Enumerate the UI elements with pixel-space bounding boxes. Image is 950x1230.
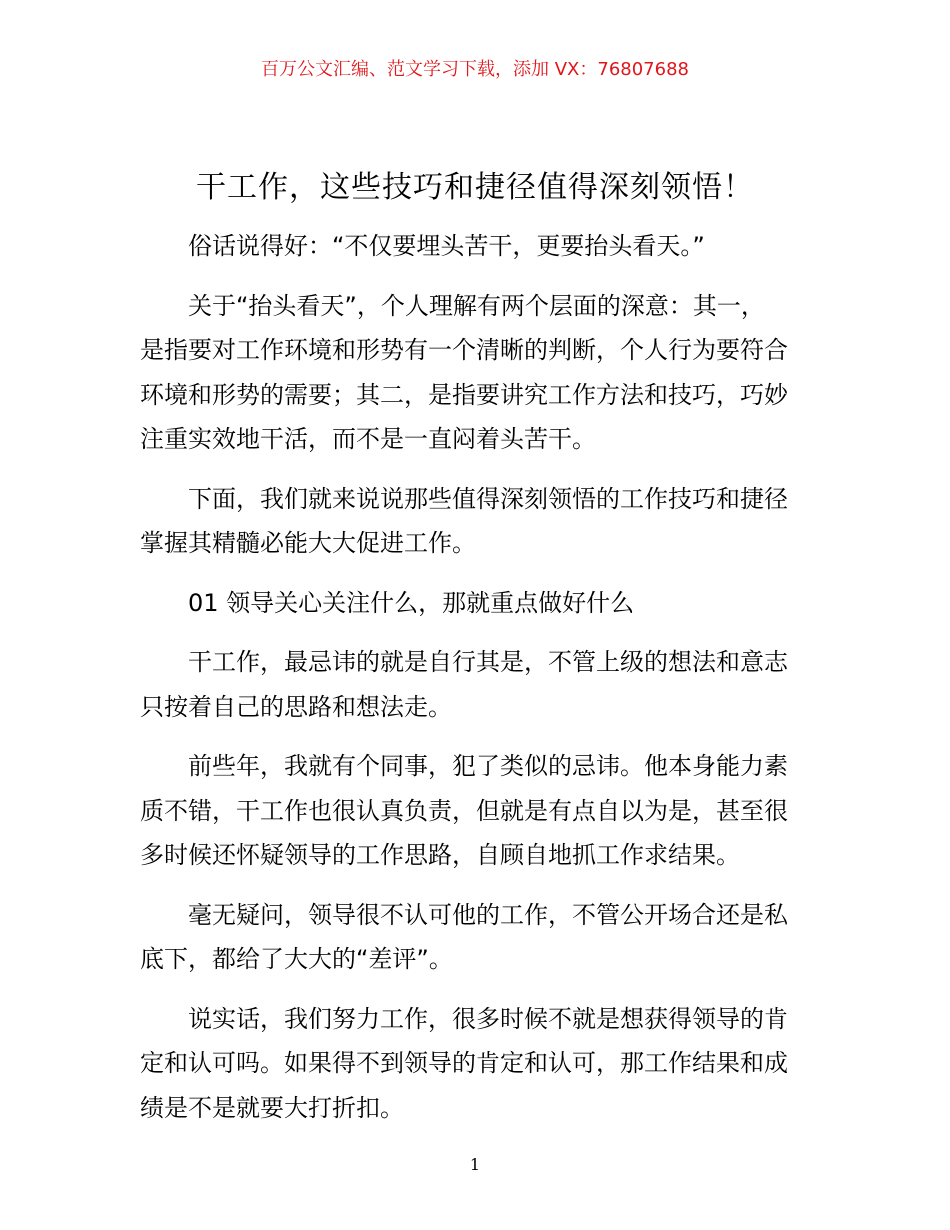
page-number: 1 [469,1155,481,1174]
paragraph [140,640,815,729]
text-line: 多时候还怀疑领导的工作思路，自顾自地抓工作求结果。 [140,841,740,869]
text-line: 干工作，最忌讳的就是自行其是，不管上级的想法和意志 [188,648,788,676]
text-line: 下面，我们就来说说那些值得深刻领悟的工作技巧和捷径 [188,484,788,513]
paragraph [140,997,815,1131]
paragraph [140,893,815,982]
text-line: 01 领导关心关注什么，那就重点做好什么 [188,588,635,617]
paragraph [140,224,815,269]
text-line: 是指要对工作环境和形势有一个清晰的判断，个人行为要符合 [140,336,788,364]
document-body [140,224,815,1145]
text-line: 质不错，干工作也很认真负责，但就是有点自以为是，甚至很 [140,796,788,825]
text-line: 绩是不是就要大打折扣。 [140,1093,404,1122]
text-line: 环境和形势的需要；其二，是指要讲究工作方法和技巧，巧妙 [140,380,788,409]
document-title: 干工作，这些技巧和捷径值得深刻领悟！ [196,170,754,205]
text-line: 定和认可吗。如果得不到领导的肯定和认可，那工作结果和成 [140,1049,788,1077]
text-line: 俗话说得好：“不仅要埋头苦干，更要抬头看天。” [188,232,705,260]
text-line: 说实话，我们努力工作，很多时候不就是想获得领导的肯 [188,1004,788,1033]
text-line: 前些年，我就有个同事，犯了类似的忌讳。他本身能力素 [188,752,788,780]
text-line: 掌握其精髓必能大大促进工作。 [140,529,476,557]
text-line: 注重实效地干活，而不是一直闷着头苦干。 [140,425,596,453]
section-heading [140,581,815,626]
text-line: 毫无疑问，领导很不认可他的工作，不管公开场合还是私 [188,900,788,929]
text-line: 底下，都给了大大的“差评”。 [140,945,453,973]
header-watermark-text: 百万公文汇编、范文学习下载，添加 VX：76807688 [261,59,689,80]
paragraph [140,284,815,462]
text-line: 关于“抬头看天”，个人理解有两个层面的深意：其一， [188,291,765,320]
paragraph [140,477,815,566]
text-line: 只按着自己的思路和想法走。 [140,692,452,721]
paragraph [140,744,815,878]
